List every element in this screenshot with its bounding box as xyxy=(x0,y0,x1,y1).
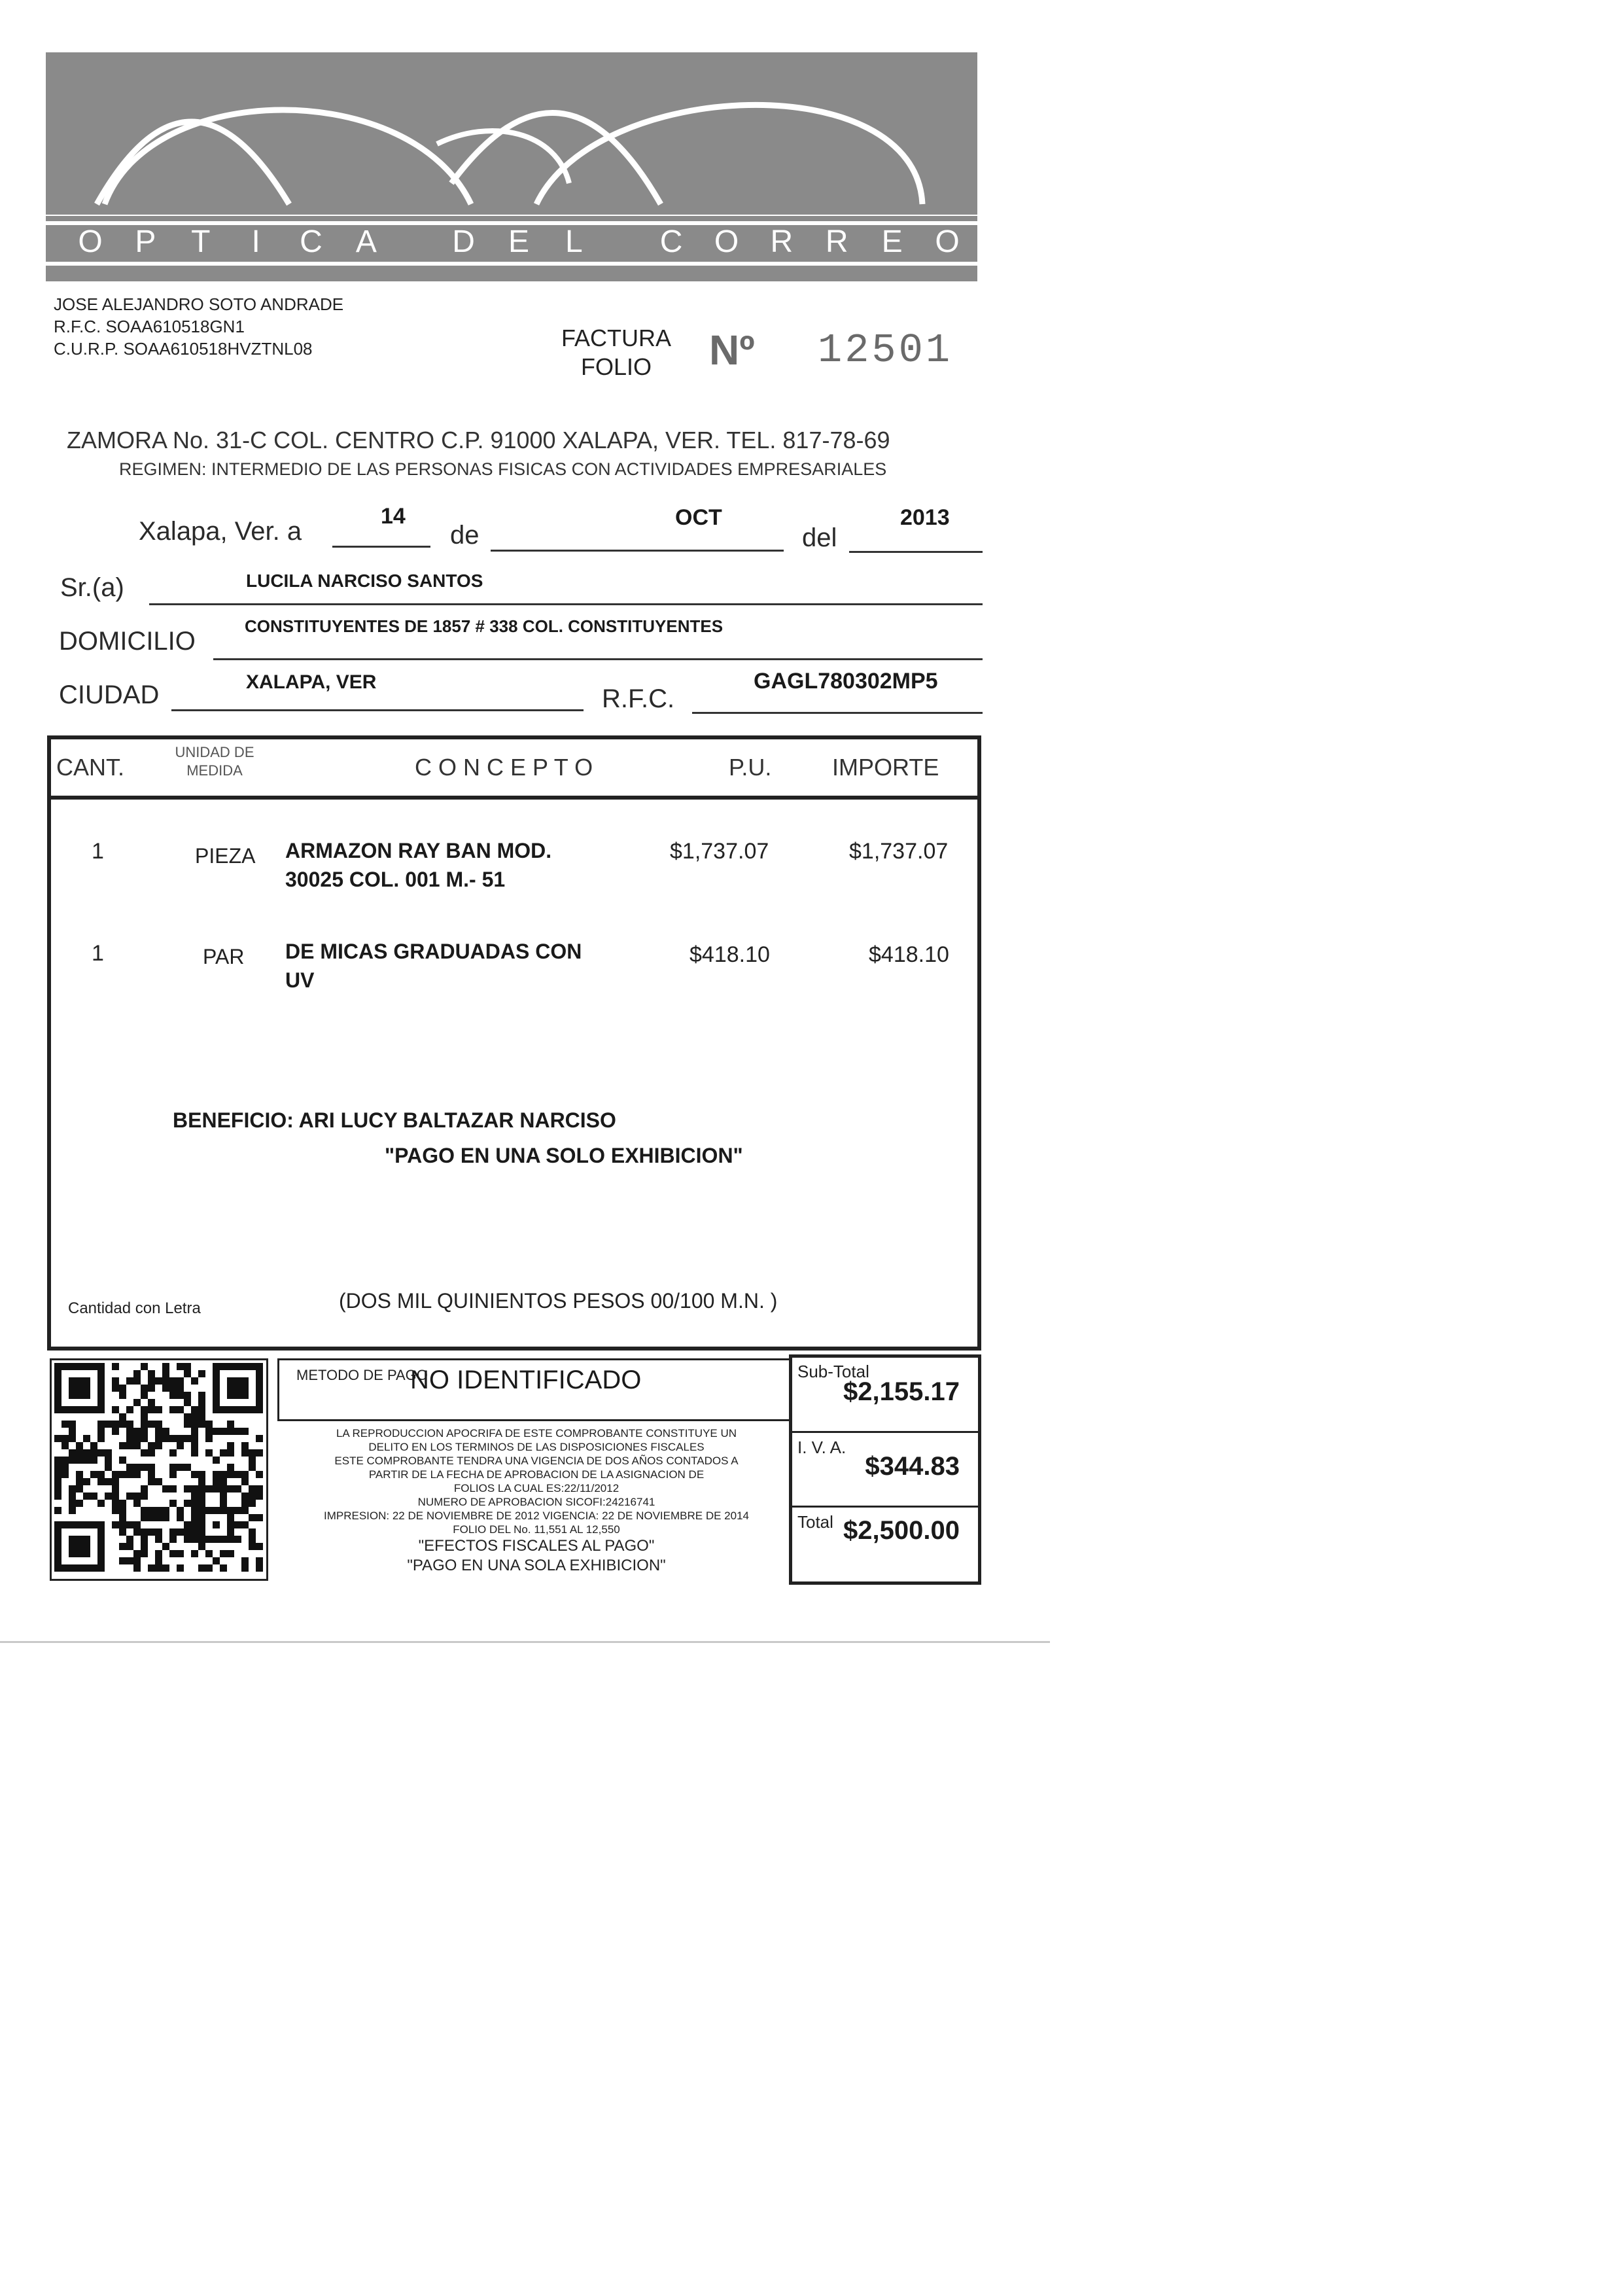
total-row xyxy=(792,1507,978,1579)
brand-letter: C xyxy=(300,224,325,259)
year-underline xyxy=(849,551,983,553)
row1-cant: 1 xyxy=(92,839,104,864)
client-name-label: Sr.(a) xyxy=(60,573,124,602)
row1-unidad: PIEZA xyxy=(195,844,256,868)
owner-curp: C.U.R.P. SOAA610518HVZTNL08 xyxy=(54,339,313,359)
client-rfc-underline xyxy=(692,712,983,714)
owner-rfc: R.F.C. SOAA610518GN1 xyxy=(54,317,245,336)
brand-letter: E xyxy=(508,224,532,259)
subtotal-label: Sub-Total xyxy=(797,1362,869,1381)
tax-regimen: REGIMEN: INTERMEDIO DE LAS PERSONAS FISICAS CON ACTIVIDADES EMPRESARIALES xyxy=(119,459,887,479)
ciudad-label: CIUDAD xyxy=(59,680,160,709)
legal-line: PARTIR DE LA FECHA DE APROBACION DE LA ASIGNACION DE xyxy=(368,1468,705,1481)
total-value: $2,500.00 xyxy=(843,1516,960,1545)
ciudad-underline xyxy=(171,709,584,711)
brand-letter: R xyxy=(770,224,796,259)
cantidad-letra-label: Cantidad con Letra xyxy=(68,1299,201,1317)
totals-box xyxy=(789,1354,981,1585)
scanned-page-edge xyxy=(0,1641,1050,1643)
domicilio-label: DOMICILIO xyxy=(59,627,196,656)
brand-letter: P xyxy=(135,224,159,259)
client-domicilio: CONSTITUYENTES DE 1857 # 338 COL. CONSTITUYENTES xyxy=(245,616,724,636)
domicilio-underline xyxy=(213,658,983,660)
date-month: OCT xyxy=(675,505,722,530)
payment-method-value: NO IDENTIFICADO xyxy=(410,1366,642,1394)
legal-line: "PAGO EN UNA SOLA EXHIBICION" xyxy=(407,1557,666,1574)
header-banner xyxy=(46,52,977,280)
date-day: 14 xyxy=(381,504,406,529)
factura-label xyxy=(561,324,671,381)
brand-letter: O xyxy=(78,224,105,259)
logo-arcs-graphic xyxy=(46,52,977,215)
legal-line: LA REPRODUCCION APOCRIFA DE ESTE COMPROBANTE CONSTITUYE UN xyxy=(336,1427,737,1439)
date-place-label: Xalapa, Ver. a xyxy=(139,517,302,546)
owner-info xyxy=(54,293,343,360)
day-underline xyxy=(332,546,430,548)
legal-notice xyxy=(281,1426,792,1576)
brand-letter: I xyxy=(251,224,263,259)
date-year: 2013 xyxy=(900,505,950,530)
iva-row xyxy=(792,1432,978,1508)
date-de-label: de xyxy=(450,521,480,550)
pago-note: "PAGO EN UNA SOLO EXHIBICION" xyxy=(385,1144,743,1167)
legal-line: NUMERO DE APROBACION SICOFI:24216741 xyxy=(417,1496,655,1508)
client-rfc-label: R.F.C. xyxy=(602,684,675,713)
row1-concepto-line2: 30025 COL. 001 M.- 51 xyxy=(285,868,506,891)
row1-importe: $1,737.07 xyxy=(849,839,949,864)
row1-concepto-line1: ARMAZON RAY BAN MOD. xyxy=(285,839,552,862)
subtotal-row xyxy=(792,1358,978,1433)
header-importe: IMPORTE xyxy=(832,754,939,781)
client-name-underline xyxy=(149,603,983,605)
brand-letter: T xyxy=(191,224,213,259)
row1-concepto xyxy=(285,836,551,894)
iva-value: $344.83 xyxy=(865,1452,960,1481)
legal-line: FOLIOS LA CUAL ES:22/11/2012 xyxy=(453,1482,620,1494)
beneficio-note: BENEFICIO: ARI LUCY BALTAZAR NARCISO xyxy=(173,1108,616,1132)
row2-concepto-line2: UV xyxy=(285,968,315,992)
business-address: ZAMORA No. 31-C COL. CENTRO C.P. 91000 XALAPA, VER. TEL. 817-78-69 xyxy=(67,427,890,453)
brand-letter: L xyxy=(565,224,585,259)
qr-code xyxy=(50,1358,268,1581)
header-concepto: C O N C E P T O xyxy=(415,754,593,781)
iva-label: I. V. A. xyxy=(797,1438,846,1457)
header-pu: P.U. xyxy=(729,754,772,781)
folio-number: 12501 xyxy=(818,327,953,374)
payment-method-box xyxy=(277,1358,792,1421)
qr-code-graphic xyxy=(52,1360,266,1579)
payment-method-label: METODO DE PAGO xyxy=(296,1367,428,1383)
month-underline xyxy=(491,550,784,552)
brand-letter: R xyxy=(825,224,851,259)
legal-line: DELITO EN LOS TERMINOS DE LAS DISPOSICIONES FISCALES xyxy=(368,1441,705,1453)
header-unidad xyxy=(162,743,267,780)
factura-label-line2: FOLIO xyxy=(580,353,652,380)
row2-concepto xyxy=(285,937,582,995)
brand-letter: A xyxy=(355,224,379,259)
cantidad-letra: (DOS MIL QUINIENTOS PESOS 00/100 M.N. ) xyxy=(339,1289,778,1313)
date-del-label: del xyxy=(802,523,837,552)
brand-letter xyxy=(403,224,429,260)
items-table xyxy=(47,735,981,1351)
brand-letter: O xyxy=(935,224,962,259)
brand-letter: E xyxy=(881,224,905,259)
brand-letter: D xyxy=(452,224,478,259)
total-label: Total xyxy=(797,1512,833,1532)
row1-pu: $1,737.07 xyxy=(670,839,769,864)
factura-label-line1: FACTURA xyxy=(561,325,672,351)
brand-letter xyxy=(611,224,637,260)
owner-name: JOSE ALEJANDRO SOTO ANDRADE xyxy=(54,294,344,314)
header-unidad-line2: MEDIDA xyxy=(186,762,243,779)
brand-letter: O xyxy=(714,224,742,259)
table-header xyxy=(51,739,977,800)
row2-importe: $418.10 xyxy=(869,942,949,967)
header-unidad-line1: UNIDAD DE xyxy=(175,744,254,760)
number-sign: Nº xyxy=(709,327,755,374)
legal-line: "EFECTOS FISCALES AL PAGO" xyxy=(418,1537,655,1555)
legal-line: ESTE COMPROBANTE TENDRA UNA VIGENCIA DE DOS AÑOS CONTADOS A xyxy=(334,1455,739,1467)
row2-cant: 1 xyxy=(92,941,104,966)
brand-name xyxy=(72,224,968,260)
row2-pu: $418.10 xyxy=(689,942,770,967)
client-name: LUCILA NARCISO SANTOS xyxy=(246,571,483,591)
row2-concepto-line1: DE MICAS GRADUADAS CON xyxy=(285,940,582,963)
brand-letter: C xyxy=(659,224,686,259)
banner-bottom-bar xyxy=(46,268,977,281)
client-ciudad: XALAPA, VER xyxy=(246,671,377,693)
legal-line: FOLIO DEL No. 11,551 AL 12,550 xyxy=(453,1523,620,1536)
header-cant: CANT. xyxy=(56,754,125,781)
row2-unidad: PAR xyxy=(203,945,245,968)
subtotal-value: $2,155.17 xyxy=(843,1377,960,1406)
legal-line: IMPRESION: 22 DE NOVIEMBRE DE 2012 VIGENCIA: 22 DE NOVIEMBRE DE 2014 xyxy=(324,1510,749,1522)
client-rfc: GAGL780302MP5 xyxy=(754,669,938,694)
